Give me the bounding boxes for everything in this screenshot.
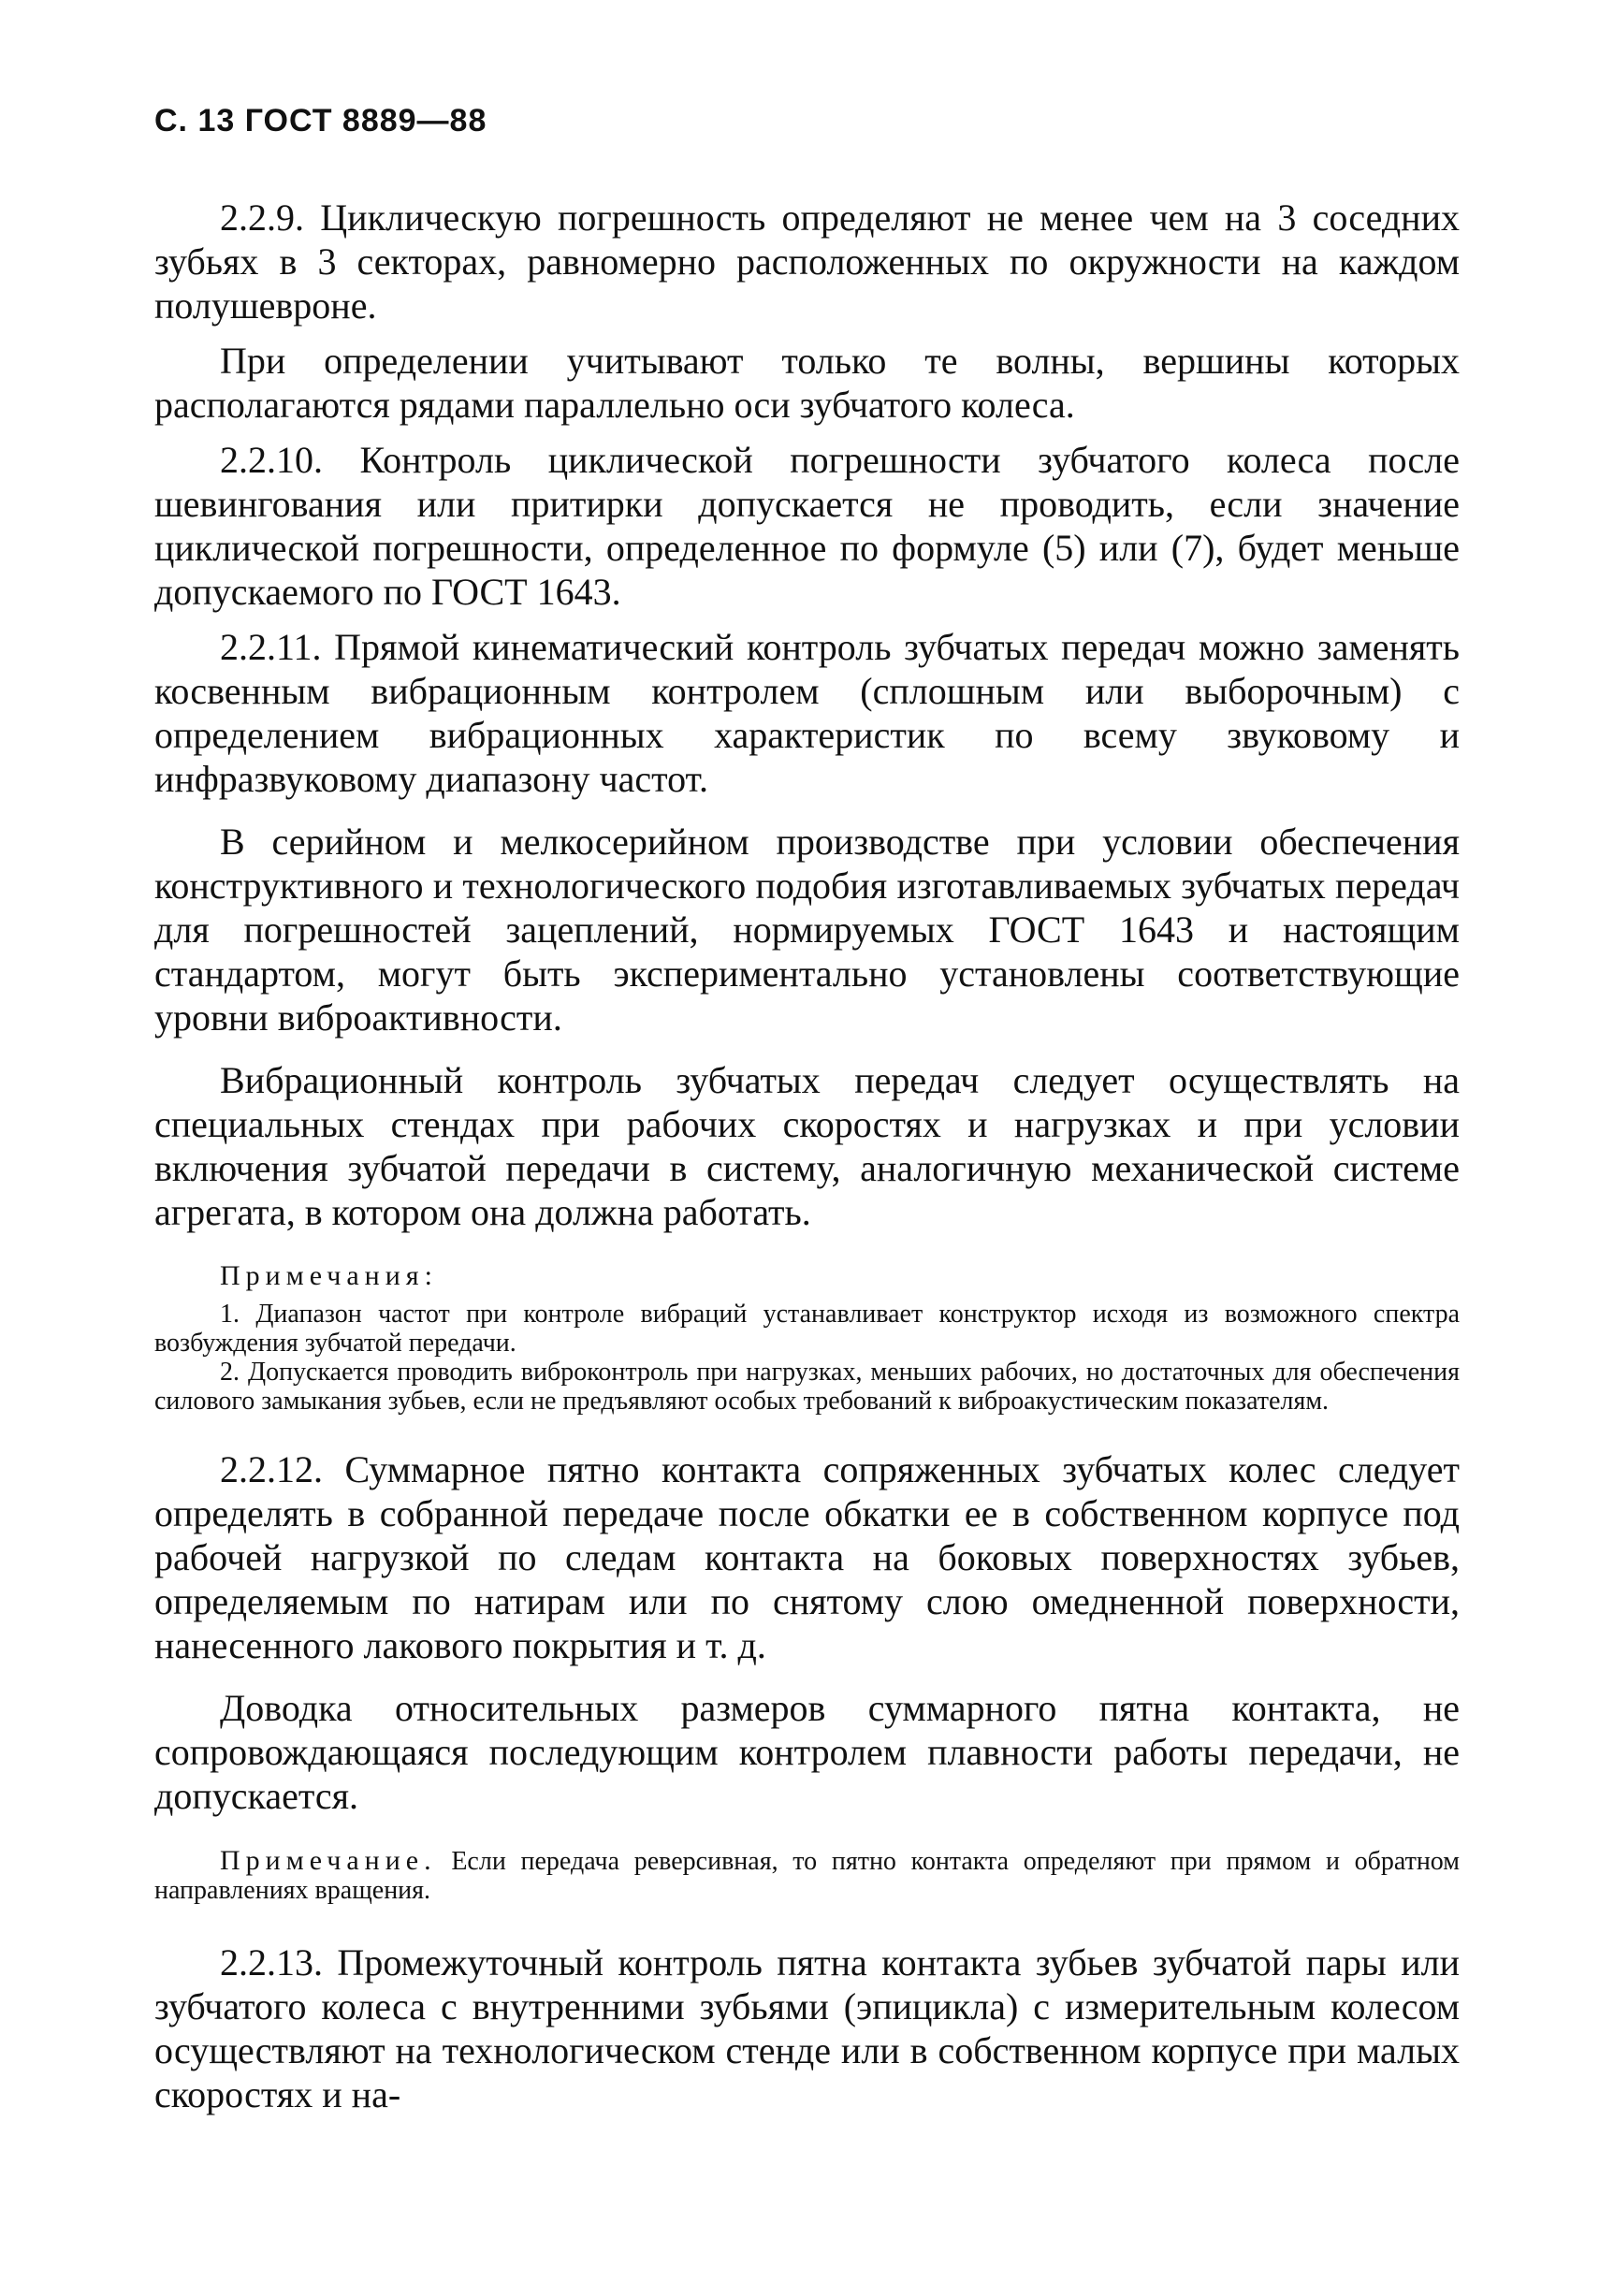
- paragraph-serial-production: В серийном и мелкосерийном производстве при условии обеспечения конструктивного и технологического подобия изготавливаемых зубчатых передач для погрешностей зацеплений, нормируемых ГОСТ 1643 и настоящим стандартом, могут быть экспериментально установлены соответствующие уровни виброактивности.: [154, 821, 1460, 1039]
- document-page: [154, 103, 1460, 2128]
- notes-heading: Примечания:: [220, 1260, 438, 1291]
- page-header: С. 13 ГОСТ 8889—88: [154, 103, 487, 138]
- paragraph-2-2-9: 2.2.9. Циклическую погрешность определяют не менее чем на 3 соседних зубьях в 3 секторах, равномерно расположенных по окружности на каждом полушевроне.: [154, 196, 1460, 327]
- paragraph-2-2-13: 2.2.13. Промежуточный контроль пятна контакта зубьев зубчатой пары или зубчатого колеса с внутренними зубьями (эпицикла) с измерительным колесом осуществляют на технологическом стенде или в собственном корпусе при малых скоростях и на-: [154, 1941, 1460, 2115]
- paragraph-finishing: Доводка относительных размеров суммарного пятна контакта, не сопровождающаяся последующим контролем плавности работы передачи, не допускается.: [154, 1687, 1460, 1817]
- note-item-1: 1. Диапазон частот при контроле вибраций устанавливает конструктор исходя из возможного спектра возбуждения зубчатой передачи.: [154, 1300, 1460, 1358]
- paragraph-2-2-12: 2.2.12. Суммарное пятно контакта сопряженных зубчатых колес следует определять в собранной передаче после обкатки ее в собственном корпусе под рабочей нагрузкой по следам контакта на боковых поверхностях зубьев, определяемым по натирам или по снятому слою омедненной поверхности, нанесенного лакового покрытия и т. д.: [154, 1448, 1460, 1666]
- note-item-2: 2. Допускается проводить виброконтроль при нагрузках, меньших рабочих, но достаточных для обеспечения силового замыкания зубьев, если не предъявляют особых требований к виброакустическим показателям.: [154, 1358, 1460, 1416]
- paragraph-2-2-11: 2.2.11. Прямой кинематический контроль зубчатых передач можно заменять косвенным вибрационным контролем (сплошным или выборочным) с определением вибрационных характеристик по всему звуковому и инфразвуковому диапазону частот.: [154, 626, 1460, 800]
- paragraph-waves: При определении учитывают только те волны, вершины которых располагаются рядами параллельно оси зубчатого колеса.: [154, 340, 1460, 426]
- note-label: Примечание.: [220, 1845, 437, 1876]
- paragraph-vibration-control: Вибрационный контроль зубчатых передач следует осуществлять на специальных стендах при рабочих скоростях и нагрузках и при условии включения зубчатой передачи в систему, аналогичную механической системе агрегата, в котором она должна работать.: [154, 1059, 1460, 1233]
- paragraph-2-2-10: 2.2.10. Контроль циклической погрешности зубчатого колеса после шевингования или притирки допускается не проводить, если значение циклической погрешности, определенное по формуле (5) или (7), будет меньше допускаемого по ГОСТ 1643.: [154, 439, 1460, 613]
- note-reversible: [154, 1846, 1460, 1905]
- notes-block: [154, 1260, 1460, 1416]
- note-text: Если передача реверсивная, то пятно контакта определяют при прямом и обратном направлениях вращения.: [154, 1847, 1460, 1905]
